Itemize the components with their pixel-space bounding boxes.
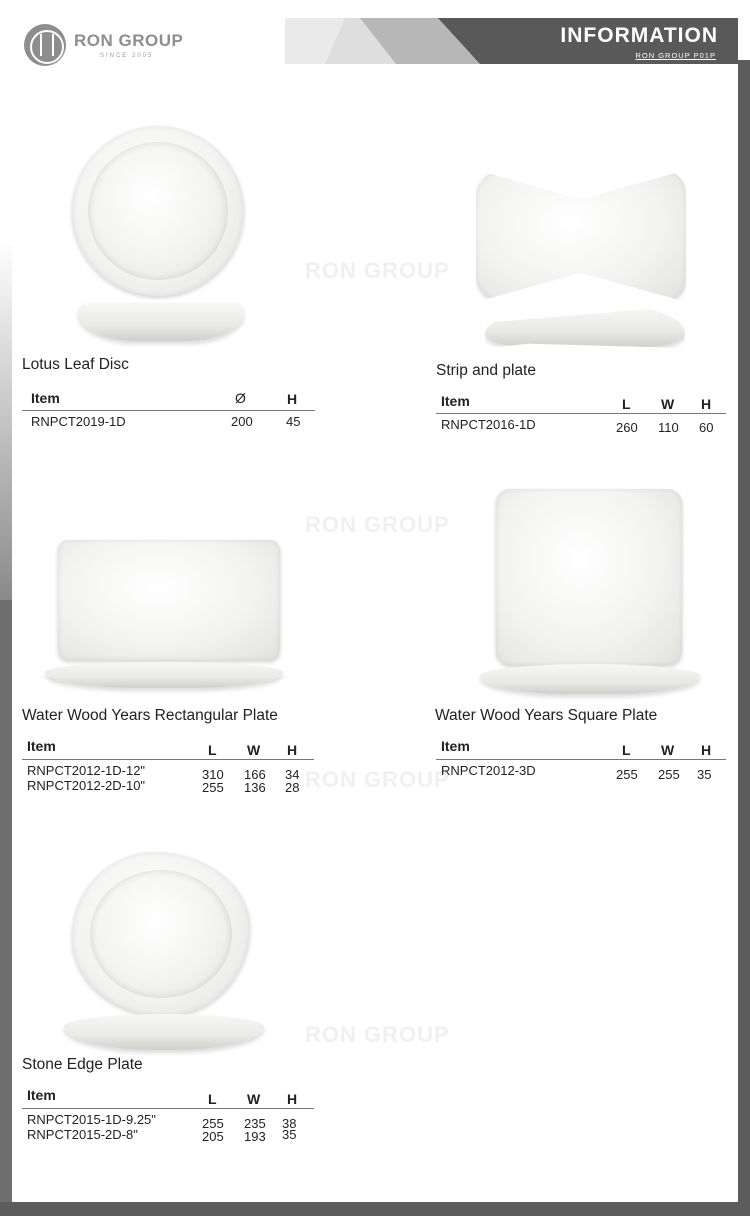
watermark: RON GROUP <box>305 1022 450 1047</box>
product-name: Water Wood Years Square Plate <box>435 707 658 724</box>
cell-w: 255 <box>658 767 680 782</box>
watermark: RON GROUP <box>305 258 450 283</box>
cell-h: 60 <box>699 420 714 435</box>
table-row <box>22 760 314 782</box>
cell-l: 255 <box>202 1116 224 1131</box>
col-w-header: W <box>247 1091 261 1107</box>
spec-table <box>22 734 314 798</box>
cell-item: RNPCT2012-1D-12" <box>27 763 146 778</box>
col-l-header: L <box>622 396 631 412</box>
table-row <box>22 779 314 798</box>
frame-left-fade <box>0 0 12 600</box>
brand-since: SINCE 2005 <box>100 53 154 59</box>
spec-header-row <box>22 734 314 760</box>
spec-header-row <box>22 385 315 411</box>
brand-logo <box>24 24 183 66</box>
col-diameter-header: Ø <box>235 390 246 406</box>
table-row <box>22 1128 314 1147</box>
product-name: Lotus Leaf Disc <box>22 356 129 373</box>
frame-right <box>738 60 750 1216</box>
col-item-header: Item <box>27 738 56 754</box>
cell-item: RNPCT2019-1D <box>31 414 126 429</box>
cell-w: 235 <box>244 1116 266 1131</box>
spec-header-row <box>436 734 726 760</box>
cell-l: 255 <box>616 767 638 782</box>
cell-item: RNPCT2015-2D-8" <box>27 1127 138 1142</box>
cell-item: RNPCT2012-2D-10" <box>27 778 146 793</box>
col-item-header: Item <box>31 390 60 406</box>
spec-table <box>22 1083 314 1147</box>
product-name: Strip and plate <box>436 362 536 379</box>
spec-table <box>22 385 315 430</box>
watermark: RON GROUP <box>305 512 450 537</box>
cell-w: 193 <box>244 1129 266 1144</box>
col-h-header: H <box>287 1091 298 1107</box>
product-name: Water Wood Years Rectangular Plate <box>22 707 278 724</box>
cell-w: 136 <box>244 780 266 795</box>
cell-item: RNPCT2016-1D <box>441 417 536 432</box>
cell-item: RNPCT2012-3D <box>441 763 536 778</box>
col-w-header: W <box>661 742 675 758</box>
cell-w: 110 <box>658 420 679 435</box>
col-w-header: W <box>661 396 675 412</box>
col-h-header: H <box>287 391 298 407</box>
spec-table <box>436 388 726 433</box>
col-l-header: L <box>208 1091 217 1107</box>
cell-h: 35 <box>697 767 712 782</box>
cell-l: 260 <box>616 420 638 435</box>
cell-h: 38 <box>282 1116 297 1131</box>
table-row <box>22 411 315 430</box>
spec-table <box>436 734 726 782</box>
table-row <box>22 1109 314 1131</box>
col-item-header: Item <box>441 393 470 409</box>
spec-header-row <box>22 1083 314 1109</box>
logo-emblem-icon <box>24 24 66 66</box>
cell-l: 205 <box>202 1129 224 1144</box>
product-name: Stone Edge Plate <box>22 1056 143 1073</box>
col-h-header: H <box>701 396 712 412</box>
cell-l: 310 <box>202 767 224 782</box>
cell-diameter: 200 <box>231 414 253 429</box>
col-item-header: Item <box>27 1087 56 1103</box>
table-row <box>436 760 726 782</box>
cell-item: RNPCT2015-1D-9.25" <box>27 1112 156 1127</box>
cell-h: 28 <box>285 780 300 795</box>
col-item-header: Item <box>441 738 470 754</box>
spec-header-row <box>436 388 726 414</box>
cell-h: 45 <box>286 414 301 429</box>
page-title: INFORMATION <box>560 24 718 47</box>
col-w-header: W <box>247 742 261 758</box>
cell-h: 35 <box>282 1127 297 1142</box>
col-l-header: L <box>622 742 631 758</box>
col-h-header: H <box>287 742 298 758</box>
cell-l: 255 <box>202 780 224 795</box>
cell-h: 34 <box>285 767 300 782</box>
table-row <box>436 414 726 433</box>
watermark: RON GROUP <box>305 767 450 792</box>
col-l-header: L <box>208 742 217 758</box>
frame-bottom <box>0 1202 750 1216</box>
cell-w: 166 <box>244 767 266 782</box>
brand-name: RON GROUP <box>74 31 184 50</box>
col-h-header: H <box>701 742 712 758</box>
page-subtitle: RON GROUP P01P <box>635 51 716 60</box>
